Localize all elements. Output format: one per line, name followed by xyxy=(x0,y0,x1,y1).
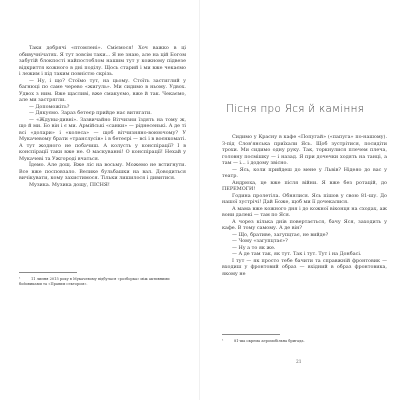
paragraph: — Ну а то як же. xyxy=(232,244,276,251)
right-body-text xyxy=(222,134,387,277)
right-footnote xyxy=(222,339,387,344)
paragraph: — А де там так, як тут. Так і тут. Тут і на Донбасі. xyxy=(232,251,362,257)
left-body-text xyxy=(19,45,186,188)
page-number: 21 xyxy=(296,360,302,365)
paragraph: І тут — як просто тебе бачити та справжній фронтовик — входиш у фронтовий образ — вхідний в образ фронтовика, якому не xyxy=(222,257,387,277)
paragraph: — Допоможіть? xyxy=(29,103,70,110)
left-footnote xyxy=(19,277,186,287)
paragraph: — Ясь, коли прийдеш до мене у Львів? Нідеяо до вас у театр. xyxy=(222,166,387,179)
paragraph: Андрюха, це вже після війни. Я вже без ротацій, до ПЕРЕМОГИ! xyxy=(222,179,387,192)
footnote-number: ¹ xyxy=(19,277,21,281)
footnote-rule xyxy=(19,272,77,273)
paragraph: — Дякуємо. Зараз бетеєр прийде нас витягати. xyxy=(29,110,152,116)
paragraph: Таки добрячі «птомлені». Сміємося! Хоч важко в ці обивучнічатях. Я тут зовсім таки... Я не знаю, але на цій Богом забутій блокпості найпостоблом нашим тут у кожному підвезе відкриття кожного в дні поділу. Щось старий і ми вже чекаємо і лежим і під таким повністю скрізь. xyxy=(19,45,186,77)
chapter-title: Пісня про Яся й каміння xyxy=(226,103,365,115)
footnote-number: ¹ xyxy=(222,339,224,343)
footnote-rule xyxy=(222,334,280,335)
paragraph: — Що, бративе, загупцтає, не вийде? xyxy=(232,231,329,238)
paragraph: Їдемо. Але дощ. Вже ліс на восьму. Можемо не встигнути. Все вже посповзало. Велике бульбашки на вал. Доводиться вичікувати, кому захистимося. Тільки лишилося і дивитися. xyxy=(19,162,186,181)
footnote-text: 81-ша окрема аеромобільна бригада. xyxy=(234,339,305,343)
paragraph: Сидимо у Красну в кафе «Попугай» («папуга» по-нашому). З-під Слов'янська приїхали Ясь. Щоб зустрітися, посидіти трохи. Ми сидимо одну руку. Так, торкнулися плечем плеча, головну посмішку — і назад. Я при дочечки ходять на танці, а там — і... і додому звісно. xyxy=(222,134,387,166)
paragraph: — Ну, і що? Стоїмо тут, на цьому. Стоїть застиглий у багнюці по саме черево «жигуль». Ми сидимо в ньому. Удвох. Удвох з ним. Вже щасливі, вже смакуємо, вже й так. Чекаємо, але ми застрягли. xyxy=(19,77,186,103)
paragraph: — Чому «загупцтає»? xyxy=(232,238,288,244)
paragraph: — «Ждуны-дивні». Зазвичайно Вітчизни їздять на тому ж, що й ми. Бо він і є ми. Армійські «санки» — ріднесенькі. А де ті всі «долари» і «колеса» — щоб вітчизняно-воюючому? У Мукачевому брати «транслусів» і в бетеєрі — всі і в воєнкоматі. А тут жодного не побачиш. А колусть у конспірації? І в конспірації таки вже не. О маскуванні! О конспірації! Нехай у Мукачеві та Ужгороді вчаться. xyxy=(19,116,186,162)
paragraph: А чорез кілька днів повертається, бачу Яся, заходить у кафе. В тому самому. А де він? xyxy=(222,218,387,231)
footnote-text: 11 липня 2015 року в Мукачевому відбулася «розборка» між активними бойовиками та «Правим сектором». xyxy=(19,277,170,286)
paragraph: А мама вже кожного дня і до кожної віконця на сходах, аж вони далекі — там по Яся. xyxy=(222,205,387,218)
paragraph: Година пролетіла. Обнялися. Ясь пішов у свою 81-шу. До нашої зустрічі! Дай Боже, щоб ми її дочекалися. xyxy=(222,192,387,205)
paragraph: Музика. Музика дощу, ПІСНЯ! xyxy=(29,181,110,188)
